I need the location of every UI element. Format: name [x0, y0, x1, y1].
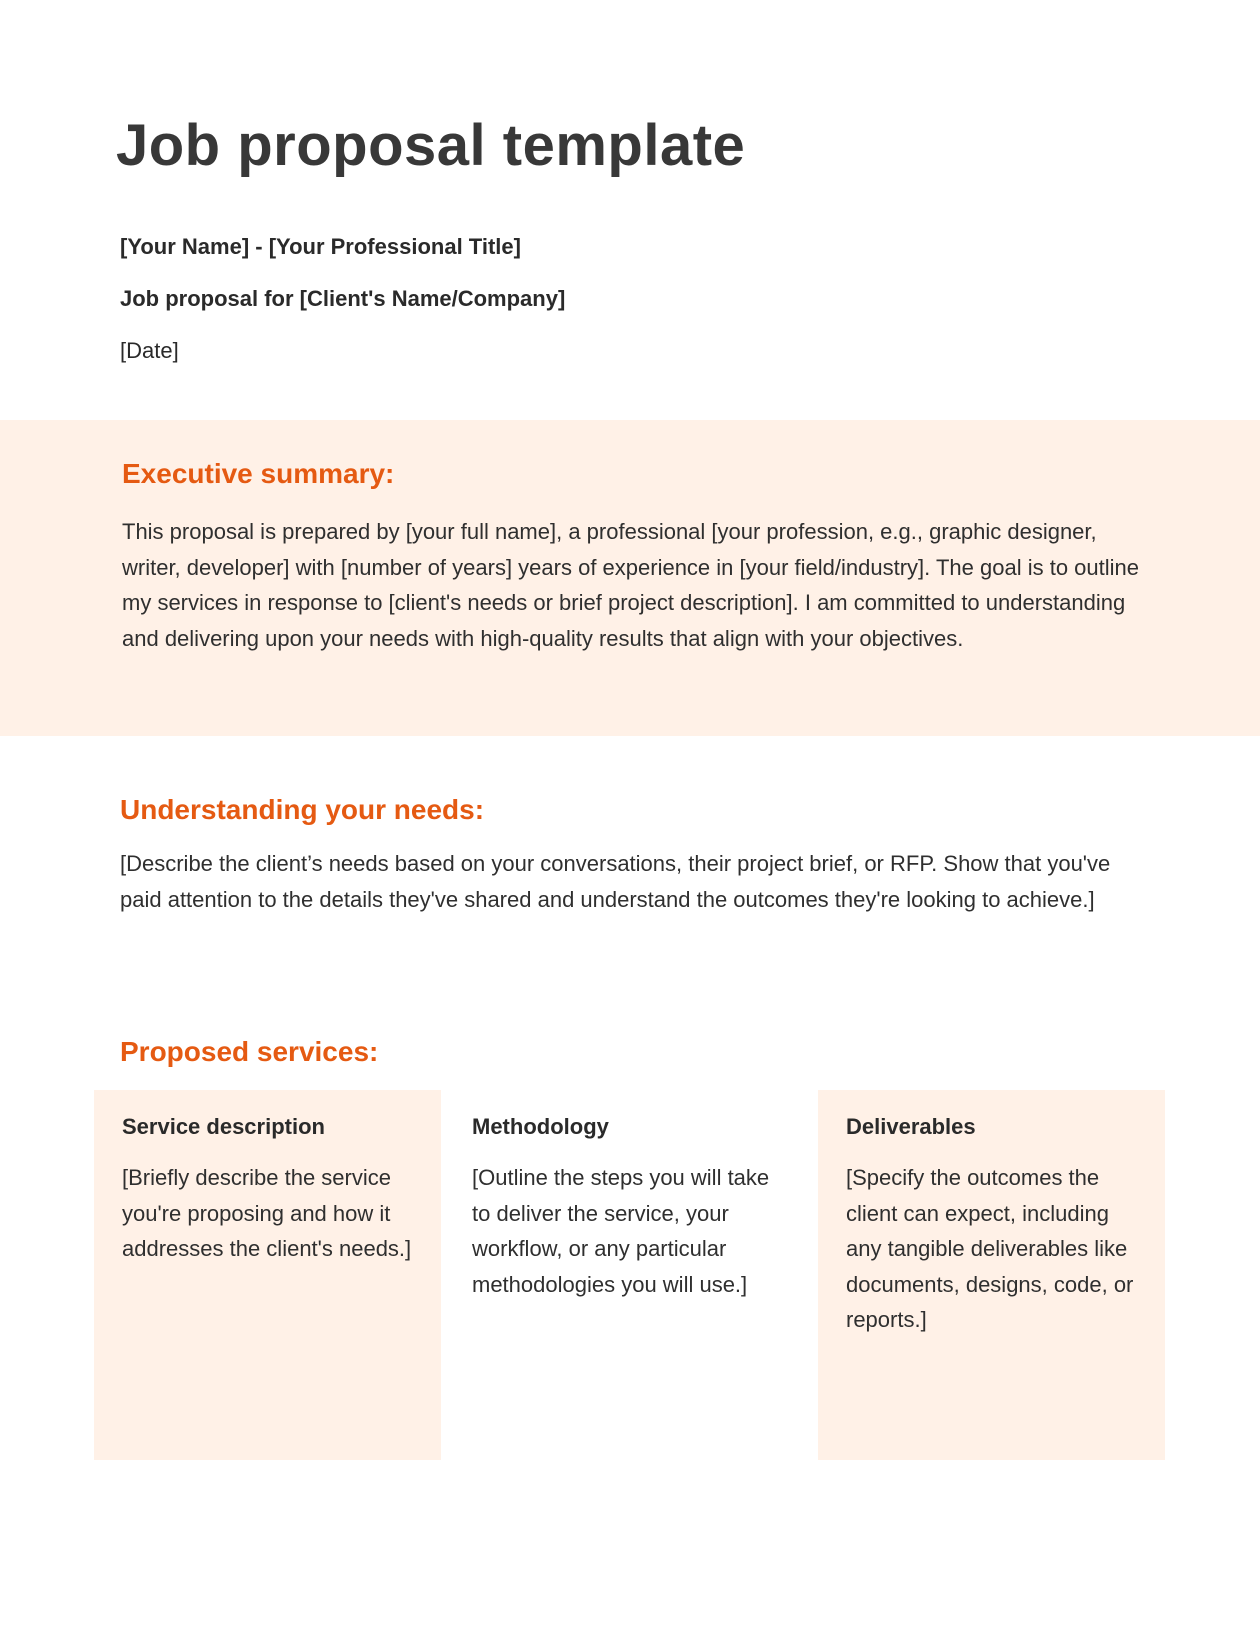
proposed-services-heading: Proposed services:: [120, 1036, 379, 1067]
deliverables-text: [Specify the outcomes the client can expect, including any tangible deliverables like documents, designs, code, or reports.]: [846, 1165, 1134, 1332]
author-name-line: [Your Name] - [Your Professional Title]: [120, 234, 521, 259]
understanding-needs-text: [Describe the client’s needs based on your conversations, their project brief, or RFP. Show that you've paid attention to the details they've shared and understand the outcomes they're looking to achieve.]: [120, 851, 1111, 912]
executive-summary-text: This proposal is prepared by [your full name], a professional [your profession, e.g., graphic designer, writer, developer] with [number of years] years of experience in [your field/industry]. The goal is to outline my services in response to [client's needs or brief project description]. I am committed to understanding and delivering upon your needs with high-quality results that align with your objectives.: [122, 519, 1139, 651]
service-description-text: [Briefly describe the service you're proposing and how it addresses the client's needs.]: [122, 1165, 412, 1261]
methodology-column: [444, 1090, 816, 1460]
deliverables-title: Deliverables: [846, 1114, 976, 1139]
methodology-title: Methodology: [472, 1114, 609, 1139]
understanding-needs-heading: Understanding your needs:: [120, 794, 485, 825]
service-description-column: [94, 1090, 441, 1460]
executive-summary-heading: Executive summary:: [122, 458, 395, 489]
page-title: Job proposal template: [116, 113, 746, 178]
deliverables-column: [818, 1090, 1165, 1460]
service-description-title: Service description: [122, 1114, 325, 1139]
methodology-text: [Outline the steps you will take to deliver the service, your workflow, or any particular methodologies you will use.]: [472, 1165, 770, 1297]
date-line: [Date]: [120, 338, 179, 363]
proposal-for-line: Job proposal for [Client's Name/Company]: [120, 286, 566, 311]
